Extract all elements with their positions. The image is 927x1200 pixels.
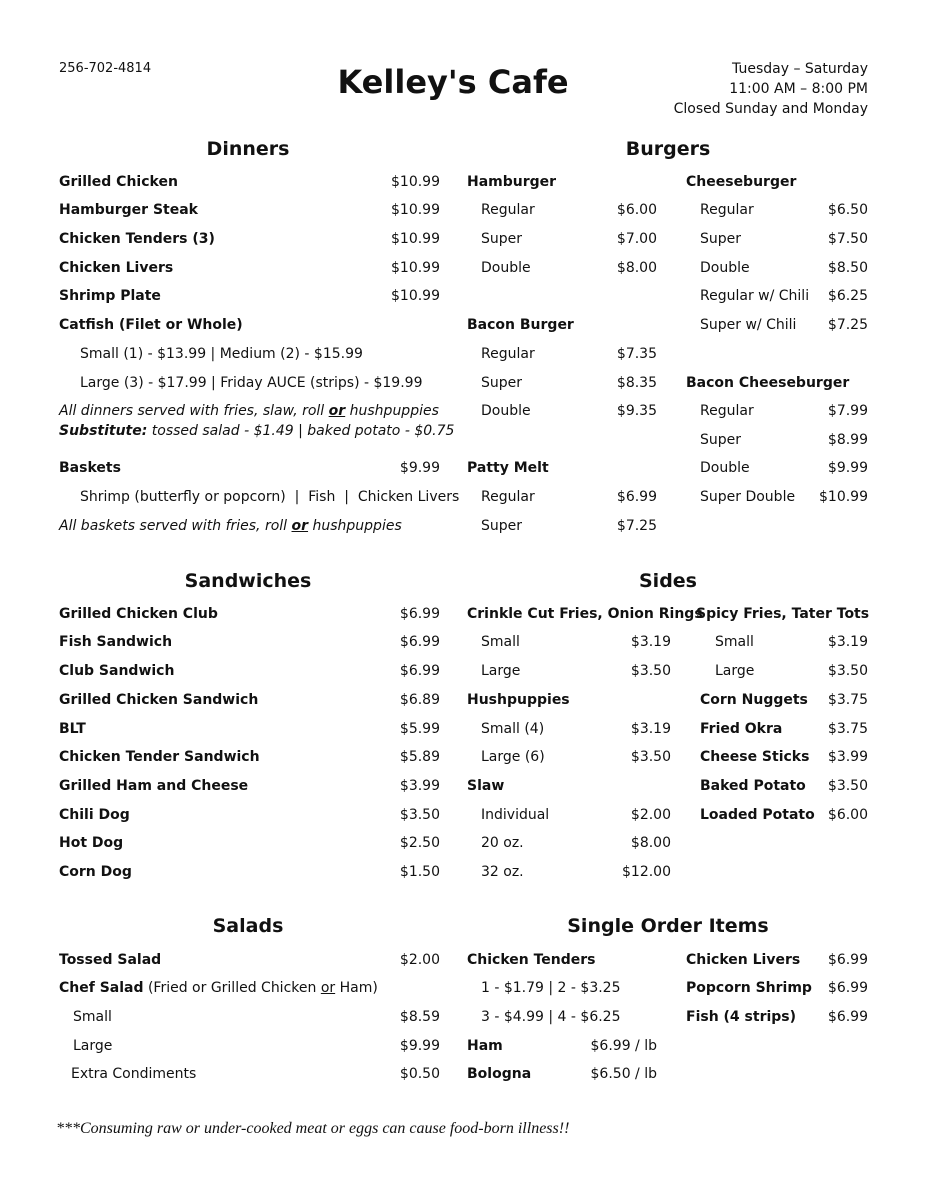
dinners-note: All dinners served with fries, slaw, roll or hushpuppies xyxy=(59,403,439,419)
slaw-name: Slaw xyxy=(467,778,505,794)
dinners-substitute-note: Substitute: tossed salad - $1.49 | baked potato - $0.75 xyxy=(59,423,455,439)
section-heading-single-order: Single Order Items xyxy=(567,915,769,937)
restaurant-title: Kelley's Cafe xyxy=(337,63,569,101)
hamburger-name: Hamburger xyxy=(467,174,557,190)
item-price: $10.99 xyxy=(391,231,440,247)
item-price: $9.99 xyxy=(399,460,440,476)
spicy-fries-name: Spicy Fries, Tater Tots xyxy=(696,606,870,622)
chef-salad-name: Chef Salad (Fried or Grilled Chicken or Ham) xyxy=(59,980,378,996)
patty-melt-name: Patty Melt xyxy=(467,460,549,476)
crinkle-fries-name: Crinkle Cut Fries, Onion Rings xyxy=(467,606,703,622)
section-heading-sandwiches: Sandwiches xyxy=(184,570,312,592)
item-price: $10.99 xyxy=(391,202,440,218)
bacon-burger-name: Bacon Burger xyxy=(467,317,574,333)
hushpuppies-name: Hushpuppies xyxy=(467,692,570,708)
item-price: $10.99 xyxy=(391,260,440,276)
catfish-options-line2: Large (3) - $17.99 | Friday AUCE (strips) - $19.99 xyxy=(80,375,423,391)
item-name: Chicken Livers xyxy=(59,260,174,276)
item-name: Hamburger Steak xyxy=(59,202,198,218)
section-heading-sides: Sides xyxy=(639,570,697,592)
tenders-prices-line1: 1 - $1.79 | 2 - $3.25 xyxy=(481,980,621,996)
hours-closed: Closed Sunday and Monday xyxy=(673,101,868,117)
item-name: Chicken Tenders (3) xyxy=(59,231,215,247)
section-heading-dinners: Dinners xyxy=(206,138,290,160)
tenders-prices-line2: 3 - $4.99 | 4 - $6.25 xyxy=(481,1009,621,1025)
catfish-options-line1: Small (1) - $13.99 | Medium (2) - $15.99 xyxy=(80,346,363,362)
section-heading-burgers: Burgers xyxy=(625,138,711,160)
cheeseburger-name: Cheeseburger xyxy=(686,174,797,190)
health-warning: ***Consuming raw or under-cooked meat or eggs can cause food-born illness!! xyxy=(56,1120,570,1137)
item-name: Grilled Chicken xyxy=(59,174,178,190)
item-price: $10.99 xyxy=(391,288,440,304)
section-heading-salads: Salads xyxy=(212,915,284,937)
phone-number: 256-702-4814 xyxy=(59,61,152,76)
baskets-options: Shrimp (butterfly or popcorn) | Fish | Chicken Livers xyxy=(80,489,460,505)
hours-time: 11:00 AM – 8:00 PM xyxy=(729,81,868,97)
item-name: Shrimp Plate xyxy=(59,288,161,304)
catfish-name: Catfish (Filet or Whole) xyxy=(59,317,243,333)
chicken-tenders-name: Chicken Tenders xyxy=(467,952,596,968)
item-name: Baskets xyxy=(59,460,121,476)
hours-days: Tuesday – Saturday xyxy=(732,61,868,77)
menu-page: 256-702-4814 Kelley's Cafe Tuesday – Saturday 11:00 AM – 8:00 PM Closed Sunday and Monday Dinners Grilled Chicken $10.99 Hamburger Steak $10.99 Chicken Tenders (3) $10.99 Chicken Livers $10.99 Shrimp Plate $10.99 Catfish (Filet or Whole) Small (1) - $13.99 | Medium (2) - $15.99 Large (3) - $17.99 | Friday AUCE (strips) - $19.99 All dinners served with fries, slaw, roll or hushpuppies Substitute: tossed salad - $1.49 | baked potato - $0.75 Baskets $9.99 Shrimp (butterfly or popcorn) | Fish | Chicken Livers All baskets served with fries, roll or hushpuppies Burgers Hamburger Regular $6.00 Super $7.00 Double $8.00 Bacon Burger Regular $7.35 Super $8.35 Double $9.35 Patty Melt Regular $6.99 Super $7.25 Cheeseburger Regular $6.50 Super $7.50 Double $8.50 Regular w/ Chili $6.25 Super w/ Chili $7.25 Bacon Cheeseburger Regular $7.99 Super $8.99 Double $9.99 Super Double $10.99 Sandwiches Grilled Chicken Club $6.99 Fish Sandwich $6.99 Club Sandwich $6.99 Grilled Chicken Sandwich $6.89 BLT $5.99 Chicken Tender Sandwich $5.89 Grilled Ham and Cheese $3.99 Chili Dog $3.50 Hot Dog $2.50 Corn Dog $1.50 Sides Crinkle Cut Fries, Onion Rings Small $3.19 Large $3.50 Hushpuppies Small (4) $3.19 Large (6) $3.50 Slaw Individual $2.00 20 oz. $8.00 32 oz. $12.00 Spicy Fries, Tater Tots Small $3.19 Large $3.50 Corn Nuggets $3.75 Fried Okra $3.75 Cheese Sticks $3.99 Baked Potato $3.50 Loaded Potato $6.00 Salads Tossed Salad $2.00 Chef Salad (Fried or Grilled Chicken or Ham) Small $8.59 Large $9.99 Extra Condiments $0.50 Single Order Items Chicken Tenders 1 - $1.79 | 2 - $3.25 3 - $4.99 | 4 - $6.25 Ham $6.99 / lb Bologna $6.50 / lb Chicken Livers $6.99 Popcorn Shrimp $6.99 Fish (4 strips) $6.99 ***Consuming raw or under-cooked meat or eggs can cause food-born illness!! xyxy=(0,0,927,1200)
item-price: $10.99 xyxy=(391,174,440,190)
bacon-cheeseburger-name: Bacon Cheeseburger xyxy=(686,375,850,391)
baskets-note: All baskets served with fries, roll or hushpuppies xyxy=(59,518,402,534)
